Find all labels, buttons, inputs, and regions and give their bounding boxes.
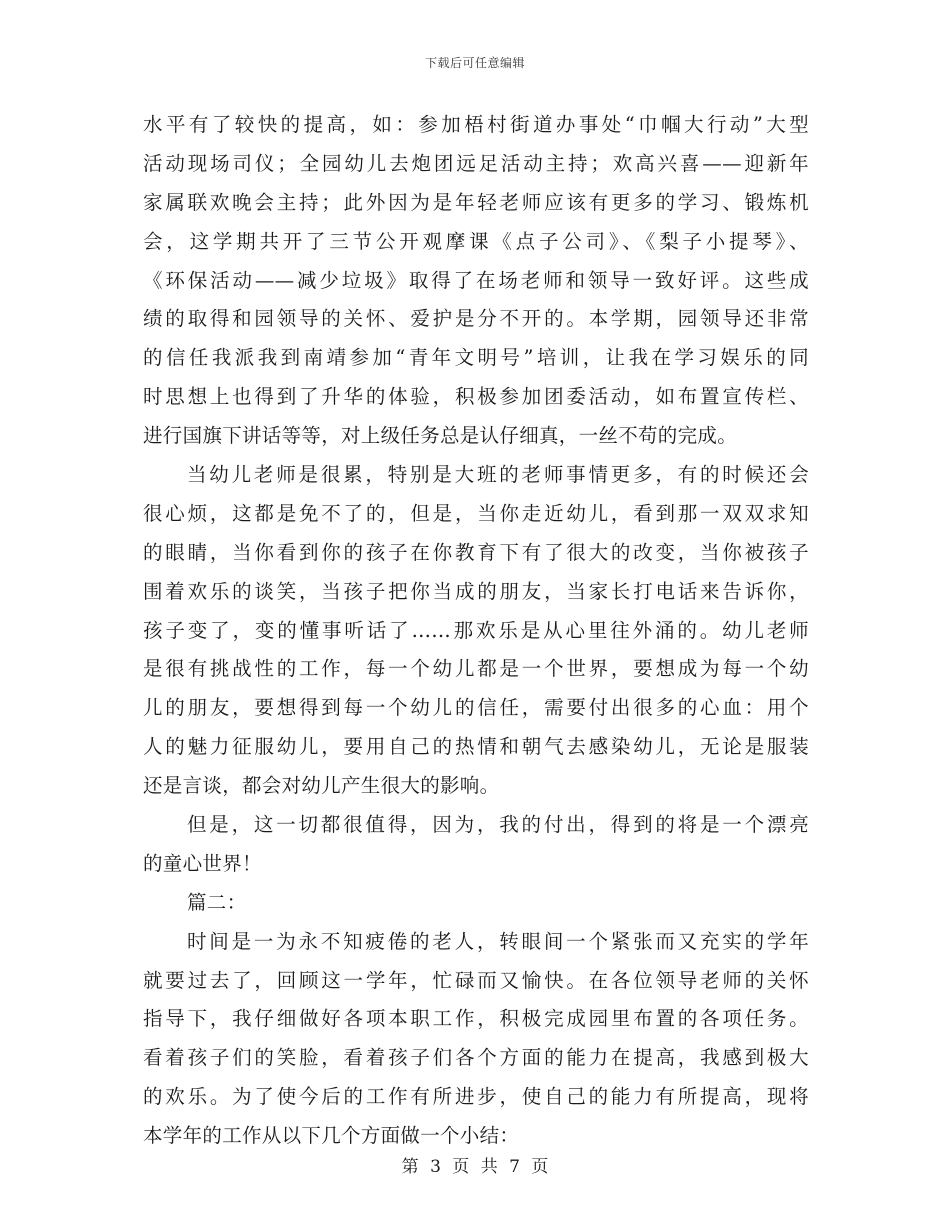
text-line: 很心烦，这都是免不了的，但是，当你走近幼儿，看到那一双双求知 xyxy=(143,501,809,525)
text-line: 《环保活动——减少垃圾》取得了在场老师和领导一致好评。这些成 xyxy=(143,268,809,292)
text-line: 就要过去了，回顾这一学年，忙碌而又愉快。在各位领导老师的关怀 xyxy=(143,968,809,992)
text-line: 当幼儿老师是很累，特别是大班的老师事情更多，有的时候还会 xyxy=(187,463,809,487)
document-body xyxy=(143,106,809,1156)
text-line: 时思想上也得到了升华的体验，积极参加团委活动，如布置宣传栏、 xyxy=(143,385,809,409)
text-line: 人的魅力征服幼儿，要用自己的热情和朝气去感染幼儿，无论是服装 xyxy=(143,735,809,759)
text-line: 看着孩子们的笑脸，看着孩子们各个方面的能力在提高，我感到极大 xyxy=(143,1046,809,1070)
text-line: 本学年的工作从以下几个方面做一个小结： xyxy=(143,1124,520,1148)
text-line: 进行国旗下讲话等等，对上级任务总是认仔细真，一丝不苟的完成。 xyxy=(143,424,738,448)
text-line: 水平有了较快的提高，如：参加梧村街道办事处“巾帼大行动”大型 xyxy=(143,113,809,136)
text-line: 指导下，我仔细做好各项本职工作，积极完成园里布置的各项任务。 xyxy=(143,1007,809,1031)
text-line: 是很有挑战性的工作，每一个幼儿都是一个世界，要想成为每一个幼 xyxy=(143,657,809,681)
text-line: 会，这学期共开了三节公开观摩课《点子公司》、《梨子小提琴》、 xyxy=(143,229,809,253)
text-line: 活动现场司仪；全园幼儿去炮团远足活动主持；欢高兴喜——迎新年 xyxy=(143,151,809,175)
text-line: 还是言谈，都会对幼儿产生很大的影响。 xyxy=(143,774,500,798)
page-header-note: 下载后可任意编辑 xyxy=(424,56,525,70)
text-line: 的信任我派我到南靖参加“青年文明号”培训，让我在学习娱乐的同 xyxy=(143,346,809,370)
text-line: 绩的取得和园领导的关怀、爱护是分不开的。本学期，园领导还非常 xyxy=(143,307,809,331)
text-line: 孩子变了，变的懂事听话了……那欢乐是从心里往外涌的。幼儿老师 xyxy=(143,618,809,642)
text-line: 时间是一为永不知疲倦的老人，转眼间一个紧张而又充实的学年 xyxy=(187,929,809,953)
text-line: 篇二： xyxy=(187,890,247,914)
text-line: 的童心世界！ xyxy=(143,851,262,875)
text-line: 但是，这一切都很值得，因为，我的付出，得到的将是一个漂亮 xyxy=(187,813,809,837)
text-line: 家属联欢晚会主持；此外因为是年轻老师应该有更多的学习、锻炼机 xyxy=(143,190,809,214)
text-line: 的眼睛，当你看到你的孩子在你教育下有了很大的改变，当你被孩子 xyxy=(143,540,809,564)
page-number-footer: 第 3 页 共 7 页 xyxy=(401,1157,549,1177)
text-line: 围着欢乐的谈笑，当孩子把你当成的朋友，当家长打电话来告诉你， xyxy=(143,579,809,603)
text-line: 儿的朋友，要想得到每一个幼儿的信任，需要付出很多的心血：用个 xyxy=(143,696,809,720)
text-line: 的欢乐。为了使今后的工作有所进步，使自己的能力有所提高，现将 xyxy=(143,1085,809,1109)
